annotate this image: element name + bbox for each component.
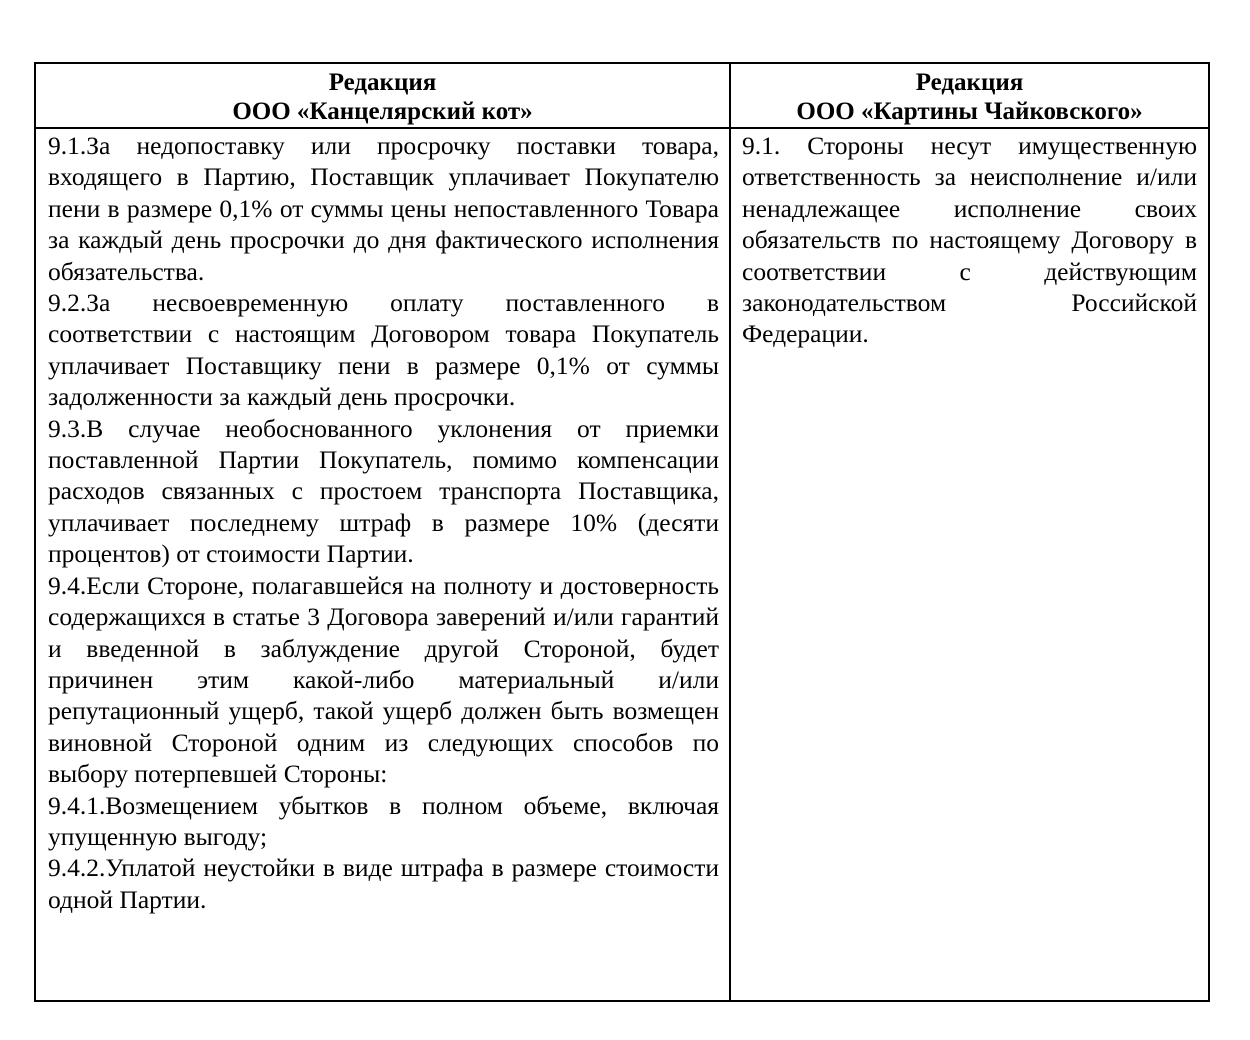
header-right-line2: ООО «Картины Чайковского» — [796, 98, 1143, 125]
column-divider — [729, 64, 731, 1000]
clause-9-1: 9.1.За недопоставку или просрочку поставки товара, входящего в Партию, Поставщик уплачивает Покупателю пени в размере 0,1% от суммы цены непоставленного Товара за каждый день просрочки до дня фактического исполнения обязательства. — [48, 131, 719, 286]
clause-9-4: 9.4.Если Стороне, полагавшейся на полноту и достоверность содержащихся в статье 3 Договора заверений и/или гарантий и введенной в заблуждение другой Стороной, будет причинен этим какой-либо материальный и/или репутационный ущерб, такой ущерб должен быть возмещен виновной Стороной одним из следующих способов по выбору потерпевшей Стороны: — [48, 570, 719, 789]
clause-9-2: 9.2.За несвоевременную оплату поставленного в соответствии с настоящим Договором товара Покупатель уплачивает Поставщику пени в размере 0,1% от суммы задолженности за каждый день просрочки. — [48, 288, 719, 412]
clause-9-4-2: 9.4.2.Уплатой неустойки в виде штрафа в размере стоимости одной Партии. — [48, 853, 719, 914]
comparison-table — [34, 62, 1210, 1002]
clause-9-1-alt: 9.1. Стороны несут имущественную ответственность за неисполнение и/или ненадлежащее исполнение своих обязательств по настоящему Договору в соответствии с действующим законодательством Российской Федерации. — [742, 131, 1197, 349]
clause-9-3: 9.3.В случае необоснованного уклонения от приемки поставленной Партии Покупатель, помимо компенсации расходов связанных с простоем транспорта Поставщика, уплачивает последнему штраф в размере 10% (десяти процентов) от стоимости Партии. — [48, 413, 719, 569]
header-divider — [36, 127, 1208, 129]
clause-9-4-1: 9.4.1.Возмещением убытков в полном объеме, включая упущенную выгоду; — [48, 790, 719, 851]
header-right-line1: Редакция — [915, 69, 1024, 96]
header-left — [36, 68, 729, 126]
left-column — [48, 130, 719, 915]
header-left-line1: Редакция — [328, 69, 437, 96]
header-left-line2: ООО «Канцелярский кот» — [232, 98, 533, 125]
header-right — [731, 68, 1208, 126]
right-column — [742, 130, 1197, 350]
